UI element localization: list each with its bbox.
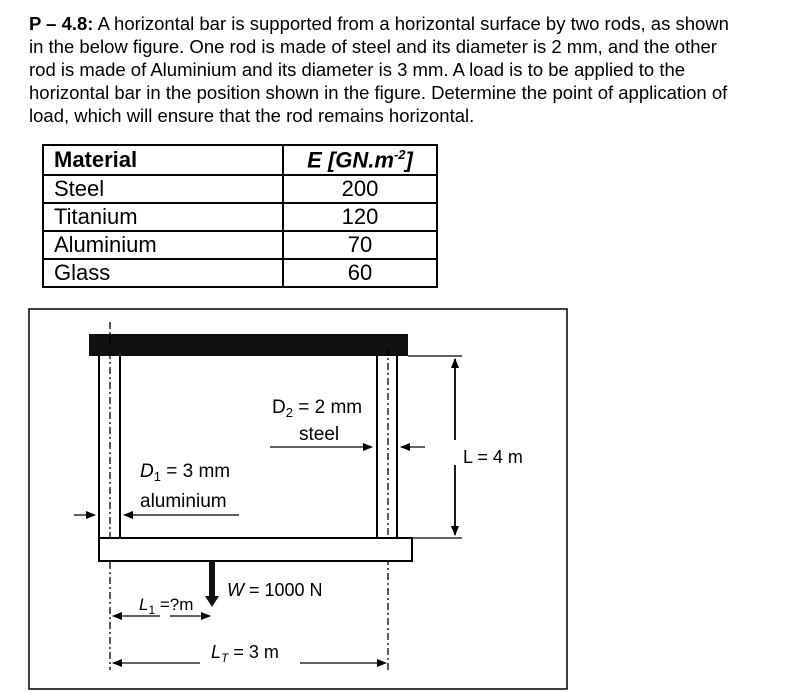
problem-line-5: load, which will ensure that the rod remains horizontal. [29,105,475,126]
problem-label: P – 4.8: [29,13,94,34]
ceiling-support [89,334,408,356]
header-modulus-main: E [GN.m [307,147,394,173]
steel-rod [377,348,397,670]
material-cell: Aluminium [43,231,283,259]
l1-label: $L_1$ =?m [139,595,194,617]
modulus-cell: 60 [283,259,437,287]
header-material: Material [43,145,283,175]
aluminium-diameter-label: $D_1 = 3$ mm [140,461,231,484]
modulus-cell: 70 [283,231,437,259]
material-cell: Titanium [43,203,283,231]
modulus-cell: 200 [283,175,437,203]
material-cell: Steel [43,175,283,203]
length-label: L = 4 m [463,447,523,467]
load-stem [209,561,215,596]
aluminium-rod [99,322,120,670]
problem-line-4: horizontal bar in the position shown in the figure. Determine the point of application of [29,82,728,103]
steel-material-label: steel [299,424,340,445]
modulus-cell: 120 [283,203,437,231]
load-label: W = 1000 N [227,580,323,600]
problem-line-2: in the below figure. One rod is made of steel and its diameter is 2 mm, and the other [29,36,717,57]
header-modulus-close: ] [405,147,413,173]
problem-line-3: rod is made of Aluminium and its diameter is 3 mm. A load is to be applied to the [29,59,686,80]
steel-diameter-label: $D_2 = 2$ mm [272,397,363,420]
header-modulus-exponent: -2 [393,146,406,162]
horizontal-bar [99,538,412,561]
load-arrow [205,596,219,607]
aluminium-material-label: aluminium [140,491,227,512]
lt-label: $L_T = 3$ m [211,642,279,665]
problem-line-1: A horizontal bar is supported from a horizontal surface by two rods, as shown [97,13,729,34]
material-cell: Glass [43,259,283,287]
